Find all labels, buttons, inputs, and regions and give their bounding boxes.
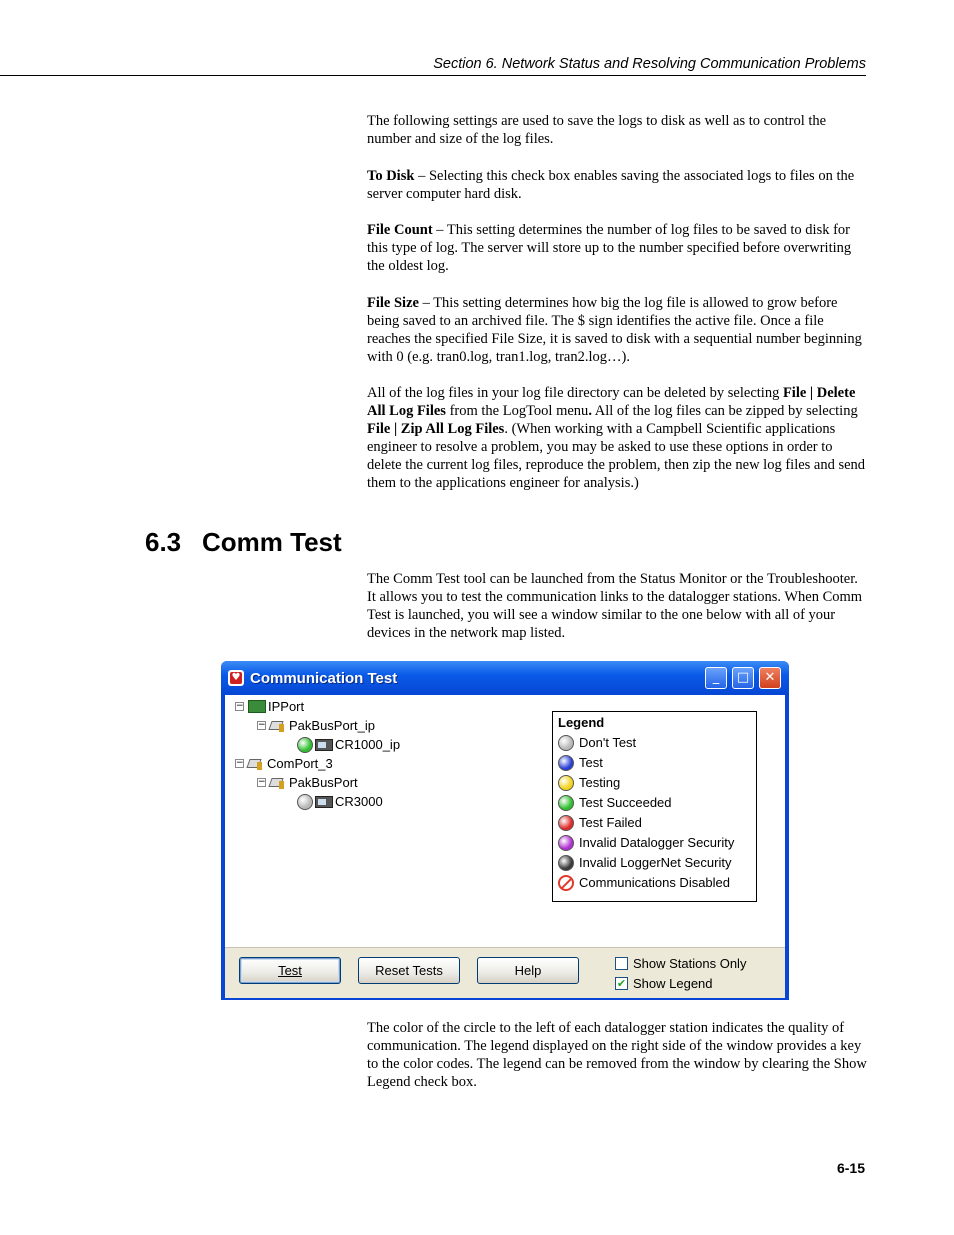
app-icon: ♥ [228, 670, 244, 686]
checkbox-label: Show Legend [633, 976, 713, 991]
section-title: Comm Test [202, 527, 342, 557]
delete-period: . [588, 403, 592, 419]
checkbox-unchecked-icon[interactable] [615, 957, 628, 970]
status-circle-icon [558, 755, 574, 771]
legend-title: Legend [558, 715, 605, 730]
legend-item-label: Communications Disabled [579, 875, 731, 890]
status-circle-icon [558, 815, 574, 831]
status-circle-icon [297, 737, 313, 753]
communication-test-window [221, 661, 789, 1000]
pakbus-port-icon [270, 775, 286, 790]
comm-test-intro-text: The Comm Test tool can be launched from the Status Monitor or the Troubleshooter. It allows you to test the communication links to the datalogger stations. When Comm Test is launched, you will see a window similar to the one below with all of your devices in the network map listed. [367, 571, 863, 641]
test-button-label: Test [278, 963, 302, 978]
tree-node-label: CR3000 [335, 794, 383, 809]
minimize-button[interactable]: _ [705, 667, 727, 689]
delete-text-1: All of the log files in your log file directory can be deleted by selecting [367, 385, 783, 401]
delete-text-4: . (When working with a Campbell Scientific applications engineer to resolve a problem, you may be asked to use these options in order to delete the current log files, reproduce the problem, then zip the new log files and send them to the applications engineer for analysis.) [367, 421, 866, 491]
status-circle-icon [297, 794, 313, 810]
checkbox-label: Show Stations Only [633, 956, 747, 971]
to-disk-term: To Disk [367, 168, 415, 184]
to-disk-text: – Selecting this check box enables saving the associated logs to files on the server computer hard disk. [367, 168, 855, 202]
delete-text-3: All of the log files can be zipped by selecting [591, 403, 858, 419]
section-number: 6.3 [145, 527, 182, 557]
checkbox-checked-icon[interactable]: ✔ [616, 977, 627, 990]
ip-port-icon [248, 700, 266, 713]
legend-item-label: Don't Test [579, 735, 637, 750]
window-client-area [225, 695, 785, 997]
com-port-icon [248, 756, 264, 771]
legend-item-label: Test [579, 755, 603, 770]
datalogger-icon [315, 796, 333, 808]
comm-test-intro-paragraph [367, 570, 867, 642]
tree-node-label: PakBusPort [289, 775, 358, 790]
page-number: 6-15 [836, 1160, 865, 1176]
zip-menu-path: File | Zip All Log Files [367, 421, 505, 437]
legend-item-label: Invalid Datalogger Security [579, 835, 735, 850]
status-circle-icon [558, 835, 574, 851]
file-size-text: – This setting determines how big the log file is allowed to grow before being saved to an archived file. The $ sign identifies the active file. Once a file reaches the specified File Size, it is saved to disk with a sequential number beginning with 0 (e.g. tran0.log, tran1.log, tran2.log…). [367, 295, 862, 365]
network-tree[interactable] [225, 695, 545, 945]
file-count-term: File Count [367, 222, 433, 238]
reset-tests-button[interactable]: Reset Tests [358, 957, 460, 984]
title-bar[interactable] [221, 661, 789, 695]
file-count-text: – This setting determines the number of log files to be saved to disk for this type of log. The server will store up to the number specified before overwriting the oldest log. [367, 222, 852, 274]
datalogger-icon [315, 739, 333, 751]
status-circle-icon [558, 855, 574, 871]
to-disk-paragraph [367, 167, 867, 203]
maximize-button[interactable]: □ [732, 667, 754, 689]
legend-box [552, 711, 757, 902]
status-circle-icon [558, 795, 574, 811]
delete-logs-paragraph [367, 384, 867, 492]
tree-node-label: CR1000_ip [335, 737, 401, 752]
status-circle-icon [558, 735, 574, 751]
intro-paragraph [367, 112, 867, 148]
intro-text: The following settings are used to save the logs to disk as well as to control the number and size of the log files. [367, 113, 827, 147]
legend-item-label: Invalid LoggerNet Security [579, 855, 732, 870]
test-button[interactable] [239, 957, 341, 984]
collapse-icon[interactable]: − [236, 701, 244, 711]
collapse-icon[interactable]: − [236, 758, 244, 768]
legend-item-label: Test Succeeded [579, 795, 672, 810]
delete-menu-path: File | Delete All Log Files [367, 385, 856, 419]
page-header [0, 54, 866, 76]
section-heading [145, 527, 342, 558]
tree-node-label: PakBusPort_ip [289, 718, 375, 733]
close-button[interactable]: ✕ [759, 667, 781, 689]
collapse-icon[interactable]: − [258, 720, 266, 730]
section-running-title: Section 6. Network Status and Resolving Communication Problems [433, 56, 866, 72]
tree-node-label: IPPort [268, 699, 305, 714]
delete-text-2: from the LogTool menu [445, 403, 589, 419]
file-size-paragraph [367, 294, 867, 366]
status-circle-icon [558, 775, 574, 791]
disabled-icon [558, 875, 574, 891]
collapse-icon[interactable]: − [258, 777, 266, 787]
file-count-paragraph [367, 221, 867, 275]
pakbus-port-icon [270, 718, 286, 733]
closing-text: The color of the circle to the left of each datalogger station indicates the quality of communication. The legend displayed on the right side of the window provides a key to the color codes. The legend can be removed from the window by clearing the Show Legend check box. [367, 1020, 867, 1090]
help-button[interactable]: Help [477, 957, 579, 984]
button-panel [225, 947, 785, 998]
window-title: Communication Test [250, 670, 398, 687]
tree-node-label: ComPort_3 [267, 756, 333, 771]
legend-item-label: Test Failed [579, 815, 642, 830]
file-size-term: File Size [367, 295, 419, 311]
closing-paragraph [367, 1019, 867, 1091]
legend-item-label: Testing [579, 775, 621, 790]
